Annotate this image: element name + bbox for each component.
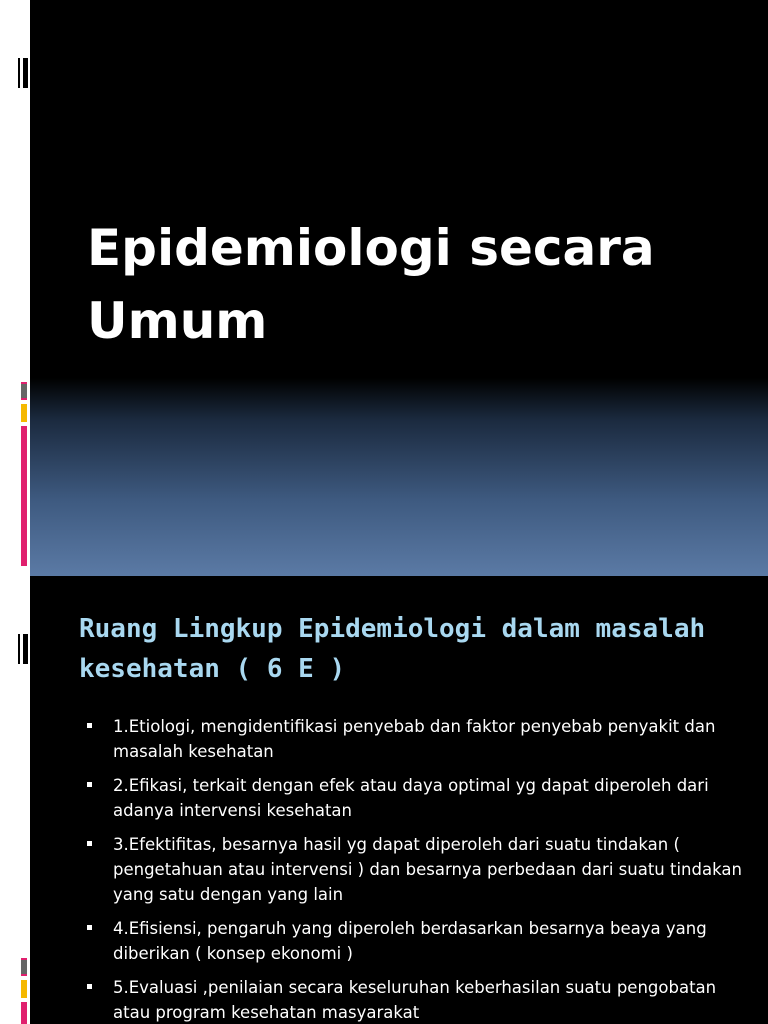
list-item [85,916,745,966]
slide-heading: Ruang Lingkup Epidemiologi dalam masalah kesehatan ( 6 E ) [79,614,706,684]
bullet-icon [87,984,92,989]
slide-left-margin [0,576,30,1024]
accent-bar-gray [21,960,27,974]
bullet-icon [87,841,92,846]
bullet-list [85,714,745,1024]
accent-bar-gray [21,384,27,398]
accent-bar-yellow [21,980,27,998]
list-item [85,832,745,907]
list-item-text: 4.Efisiensi, pengaruh yang diperoleh berdasarkan besarnya beaya yang diberikan ( konsep ekonomi ) [113,919,707,963]
accent-bar-yellow [21,404,27,422]
accent-bar-pink-long [21,426,27,566]
bullet-icon [87,925,92,930]
list-item-text: 5.Evaluasi ,penilaian secara keseluruhan keberhasilan suatu pengobatan atau program kesehatan masyarakat [113,978,717,1022]
bullet-icon [87,723,92,728]
list-item [85,773,745,823]
bullet-icon [87,782,92,787]
content-slide [0,576,768,1024]
list-item-text: 3.Efektifitas, besarnya hasil yg dapat diperoleh dari suatu tindakan ( pengetahuan atau intervensi ) dan besarnya perbedaan dari suatu tindakan yang satu dengan yang lain [113,835,742,904]
list-item-text: 2.Efikasi, terkait dengan efek atau daya optimal yg dapat diperoleh dari adanya intervensi kesehatan [113,776,709,820]
slide-marker-icon [18,634,28,664]
slide-marker-icon [18,58,28,88]
slide-left-margin [0,0,30,576]
accent-bar-pink-long [21,1002,27,1024]
slide-title: Epidemiologi secara Umum [87,219,655,350]
list-item [85,975,745,1024]
list-item-text: 1.Etiologi, mengidentifikasi penyebab dan faktor penyebab penyakit dan masalah kesehatan [113,717,716,761]
list-item [85,714,745,764]
